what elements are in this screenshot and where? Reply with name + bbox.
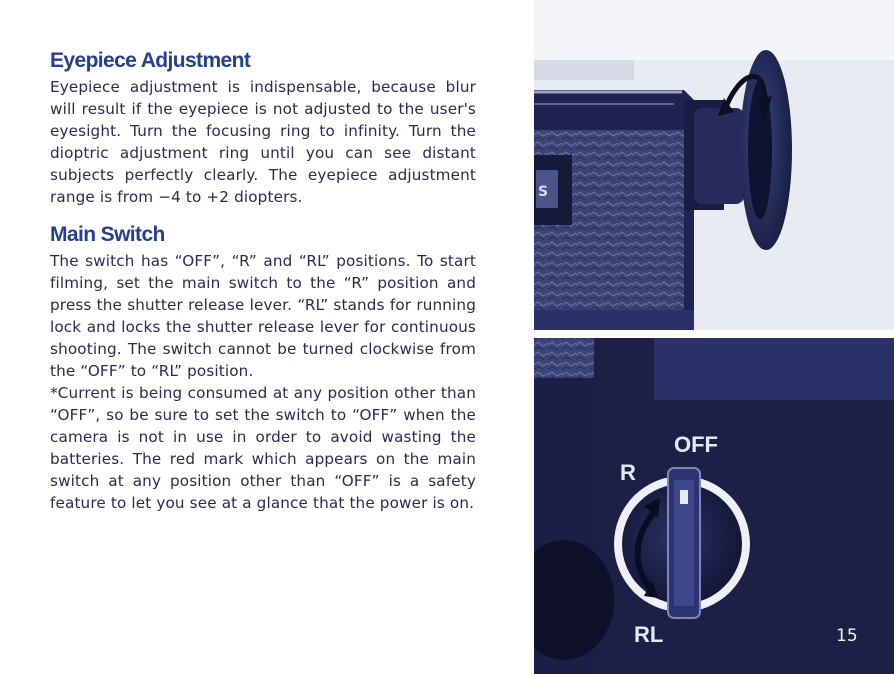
camera-photos xyxy=(534,0,894,674)
text-column xyxy=(50,48,476,514)
off-position-label: OFF xyxy=(674,432,718,457)
main-switch-note-paragraph: *Current is being consumed at any position other than “OFF”, so be sure to set the switch to “OFF” when the camera is not in use in order to avoid wasting the batteries. The red mark which appears on the main switch at any position other than “OFF” is a safety feature to let you see at a glance that the power is on. xyxy=(50,384,476,512)
eyepiece-photo xyxy=(534,0,894,336)
main-switch-paragraph: The switch has “OFF”, “R” and “RL” positions. To start filming, set the main switch to the “R” position and press the shutter release lever. “RL” stands for running lock and locks the shutter release lever for continuous shooting. The switch cannot be turned clockwise from the “OFF” to “RL” position. xyxy=(50,252,476,380)
page-number: 15 xyxy=(836,626,858,646)
main-switch-photo xyxy=(534,338,894,674)
window-s-label: S xyxy=(538,184,549,200)
rl-position-label: RL xyxy=(634,622,664,647)
eyepiece-adjustment-heading: Eyepiece Adjustment xyxy=(50,49,251,72)
main-switch-heading: Main Switch xyxy=(50,223,165,246)
eyepiece-adjustment-paragraph: Eyepiece adjustment is indispensable, because blur will result if the eyepiece is not adjusted to the user's eyesight. Turn the focusing ring to infinity. Turn the dioptric adjustment ring until you can see distant subjects perfectly clearly. The eyepiece adjustment range is from −4 to +2 diopters. xyxy=(50,78,476,206)
r-position-label: R xyxy=(620,460,636,485)
